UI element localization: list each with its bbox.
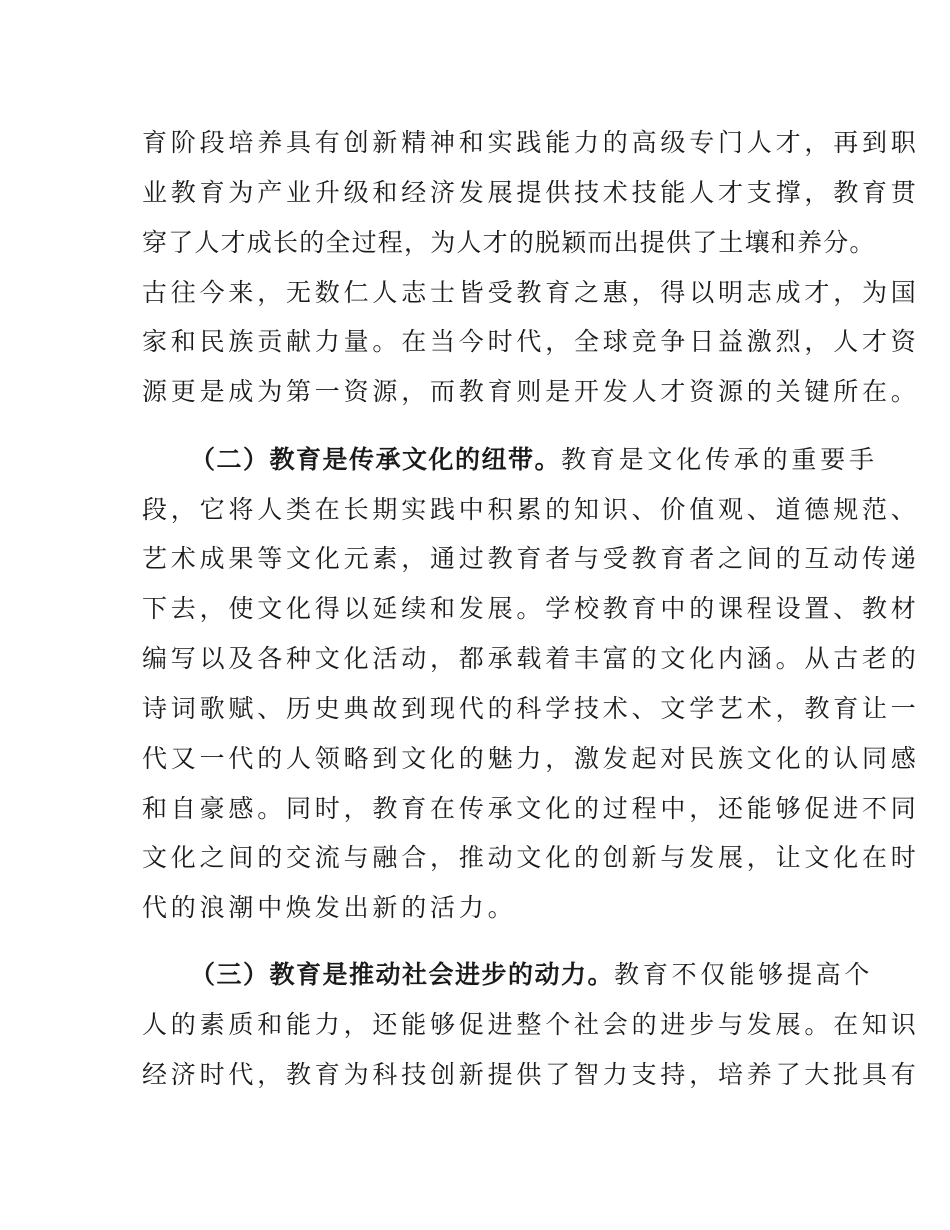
section-2-first-line-text: 教育是文化传承的重要手 bbox=[561, 445, 878, 474]
paragraph-line: 文化之间的交流与融合，推动文化的创新与发展，让文化在时 bbox=[142, 843, 920, 872]
section-3-heading: （三）教育是推动社会进步的动力。 bbox=[190, 960, 615, 989]
paragraph-line: 诗词歌赋、历史典故到现代的科学技术、文学艺术，教育让一 bbox=[142, 694, 920, 723]
paragraph-line: 代的浪潮中焕发出新的活力。 bbox=[142, 893, 517, 922]
paragraph-line: 育阶段培养具有创新精神和实践能力的高级专门人才，再到职 bbox=[142, 128, 920, 157]
paragraph-line: 段，它将人类在长期实践中积累的知识、价值观、道德规范、 bbox=[142, 495, 920, 524]
paragraph-line: 人的素质和能力，还能够促进整个社会的进步与发展。在知识 bbox=[142, 1010, 920, 1039]
paragraph-line: 穿了人才成长的全过程，为人才的脱颖而出提供了土壤和养分。 bbox=[142, 228, 876, 257]
paragraph-line: 经济时代，教育为科技创新提供了智力支持，培养了大批具有 bbox=[142, 1060, 920, 1089]
section-3-first-line bbox=[190, 955, 873, 995]
paragraph-line: 家和民族贡献力量。在当今时代，全球竞争日益激烈，人才资 bbox=[142, 327, 920, 356]
paragraph-line: 古往今来，无数仁人志士皆受教育之惠，得以明志成才，为国 bbox=[142, 278, 920, 307]
paragraph-line: 源更是成为第一资源，而教育则是开发人才资源的关键所在。 bbox=[142, 377, 920, 406]
section-3-first-line-text: 教育不仅能够提高个 bbox=[614, 960, 874, 989]
section-2-first-line bbox=[190, 440, 878, 480]
paragraph-line: 和自豪感。同时，教育在传承文化的过程中，还能够促进不同 bbox=[142, 794, 920, 823]
paragraph-line: 业教育为产业升级和经济发展提供技术技能人才支撑，教育贯 bbox=[142, 178, 920, 207]
paragraph-line: 下去，使文化得以延续和发展。学校教育中的课程设置、教材 bbox=[142, 594, 920, 623]
paragraph-line: 编写以及各种文化活动，都承载着丰富的文化内涵。从古老的 bbox=[142, 644, 920, 673]
paragraph-line: 艺术成果等文化元素，通过教育者与受教育者之间的互动传递 bbox=[142, 544, 920, 573]
paragraph-line: 代又一代的人领略到文化的魅力，激发起对民族文化的认同感 bbox=[142, 744, 920, 773]
section-2-heading: （二）教育是传承文化的纽带。 bbox=[190, 445, 562, 474]
